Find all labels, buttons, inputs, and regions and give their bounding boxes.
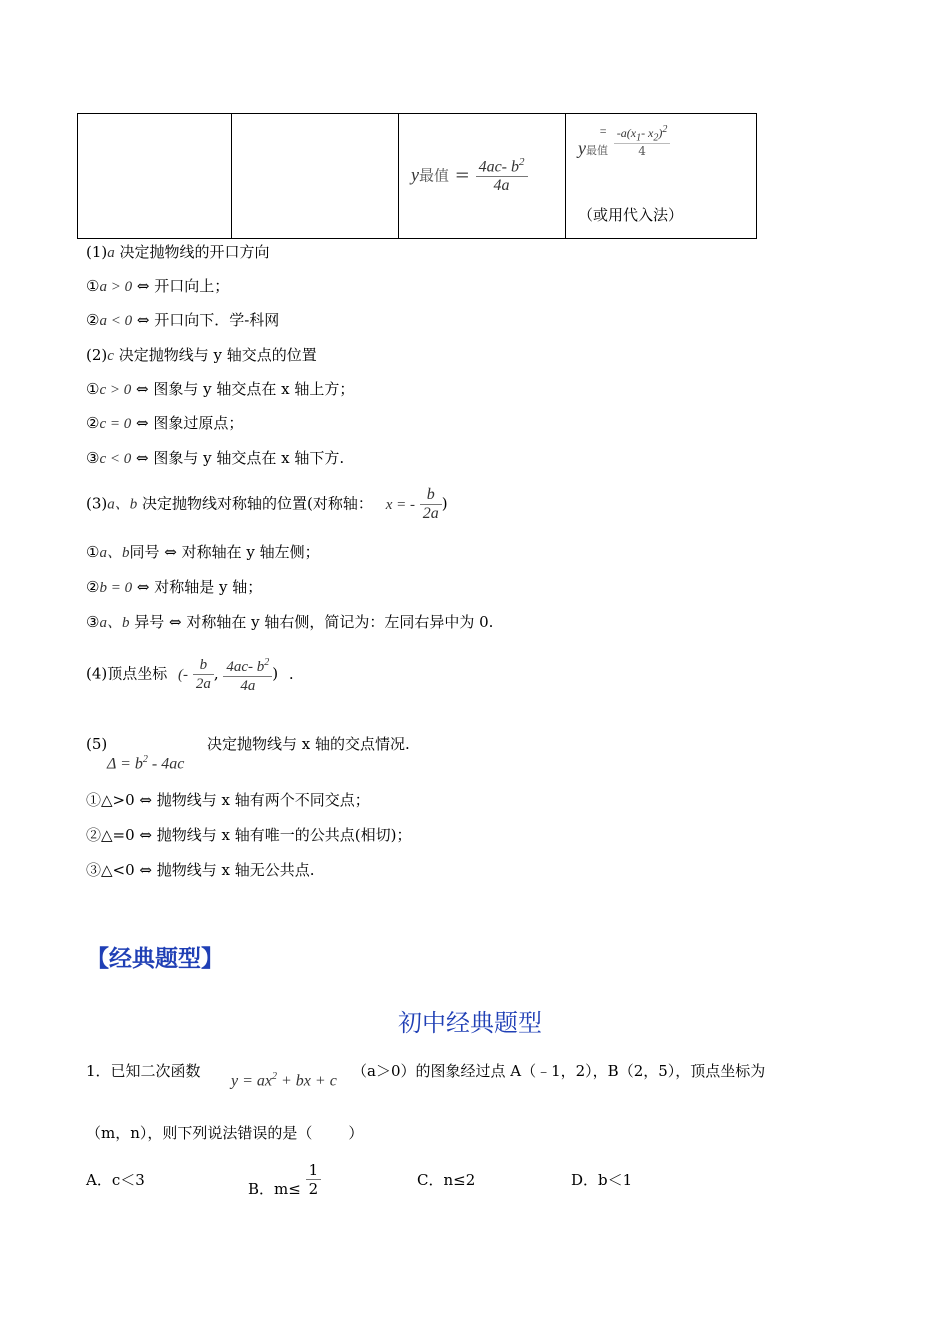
question-1-line1: 1．已知二次函数	[86, 1062, 201, 1080]
option-c[interactable]: C．n≤2	[417, 1171, 476, 1189]
option-b[interactable]: B．m≤ $\frac{1}{2}$	[248, 1161, 321, 1198]
center-title: 初中经典题型	[398, 1009, 542, 1037]
prop5-heading: (5)	[86, 735, 108, 753]
prop1-item1: ①a > 0 ⇔ 开口向上；	[86, 277, 230, 295]
question-1-function: $y = ax^2$ + bx + c	[231, 1071, 337, 1090]
table-cell-3	[399, 114, 566, 239]
prop1-item2: ②a < 0 ⇔ 开口向下．学-科网	[86, 311, 280, 329]
prop3-item3: ③a、b 异号 ⇔ 对称轴在 y 轴右侧，简记为：左同右异中为 0.	[86, 613, 494, 631]
max-value-formula: y最值 = $\frac{4ac- b^2}{4a}$	[411, 156, 528, 195]
prop5-text: 决定抛物线与 x 轴的交点情况.	[207, 735, 410, 753]
prop5-item1: ①△>0 ⇔ 抛物线与 x 轴有两个不同交点；	[86, 791, 370, 809]
prop3-item2: ②b = 0 ⇔ 对称轴是 y 轴；	[86, 578, 263, 596]
question-1-line2: （m，n），则下列说法错误的是（ ）	[86, 1124, 364, 1142]
prop5-item3: ③△<0 ⇔ 抛物线与 x 轴无公共点.	[86, 861, 315, 879]
prop2-item3: ③c < 0 ⇔ 图象与 y 轴交点在 x 轴下方.	[86, 449, 345, 467]
prop2-item2: ②c = 0 ⇔ 图象过原点；	[86, 414, 244, 432]
prop3-heading: (3)a、b 决定抛物线对称轴的位置(对称轴： x = - $\frac{b}{2a}$ )	[86, 486, 448, 522]
formula-table	[77, 113, 757, 239]
prop1-heading: (1)a 决定抛物线的开口方向	[86, 243, 270, 261]
question-1-condition: （a＞0）的图象经过点 A（﹣1，2），B（2，5），顶点坐标为	[352, 1062, 766, 1080]
section-heading: 【经典题型】	[86, 945, 224, 972]
prop2-heading: (2)c 决定抛物线与 y 轴交点的位置	[86, 346, 317, 364]
substitution-note: （或用代入法）	[578, 206, 684, 224]
table-cell-1	[78, 114, 232, 239]
discriminant-formula: $\Delta = b^2 - 4ac$	[107, 754, 185, 773]
table-cell-4	[566, 114, 757, 239]
option-a[interactable]: A．c＜3	[86, 1171, 145, 1189]
table-cell-2	[232, 114, 399, 239]
prop2-item1: ①c > 0 ⇔ 图象与 y 轴交点在 x 轴上方；	[86, 380, 355, 398]
max-value-roots-formula: y最值 = $-a(x_1-$ $x_2)^2$ 4	[578, 132, 670, 166]
option-d[interactable]: D．b＜1	[571, 1171, 633, 1189]
prop4-vertex: (4)顶点坐标 (- $\frac{b}{2a}$ , $\frac{4ac- b^2}{4a}$ ) .	[86, 654, 294, 695]
prop3-item1: ①a、b同号 ⇔ 对称轴在 y 轴左侧；	[86, 543, 320, 561]
prop5-item2: ②△=0 ⇔ 抛物线与 x 轴有唯一的公共点(相切)；	[86, 826, 412, 844]
